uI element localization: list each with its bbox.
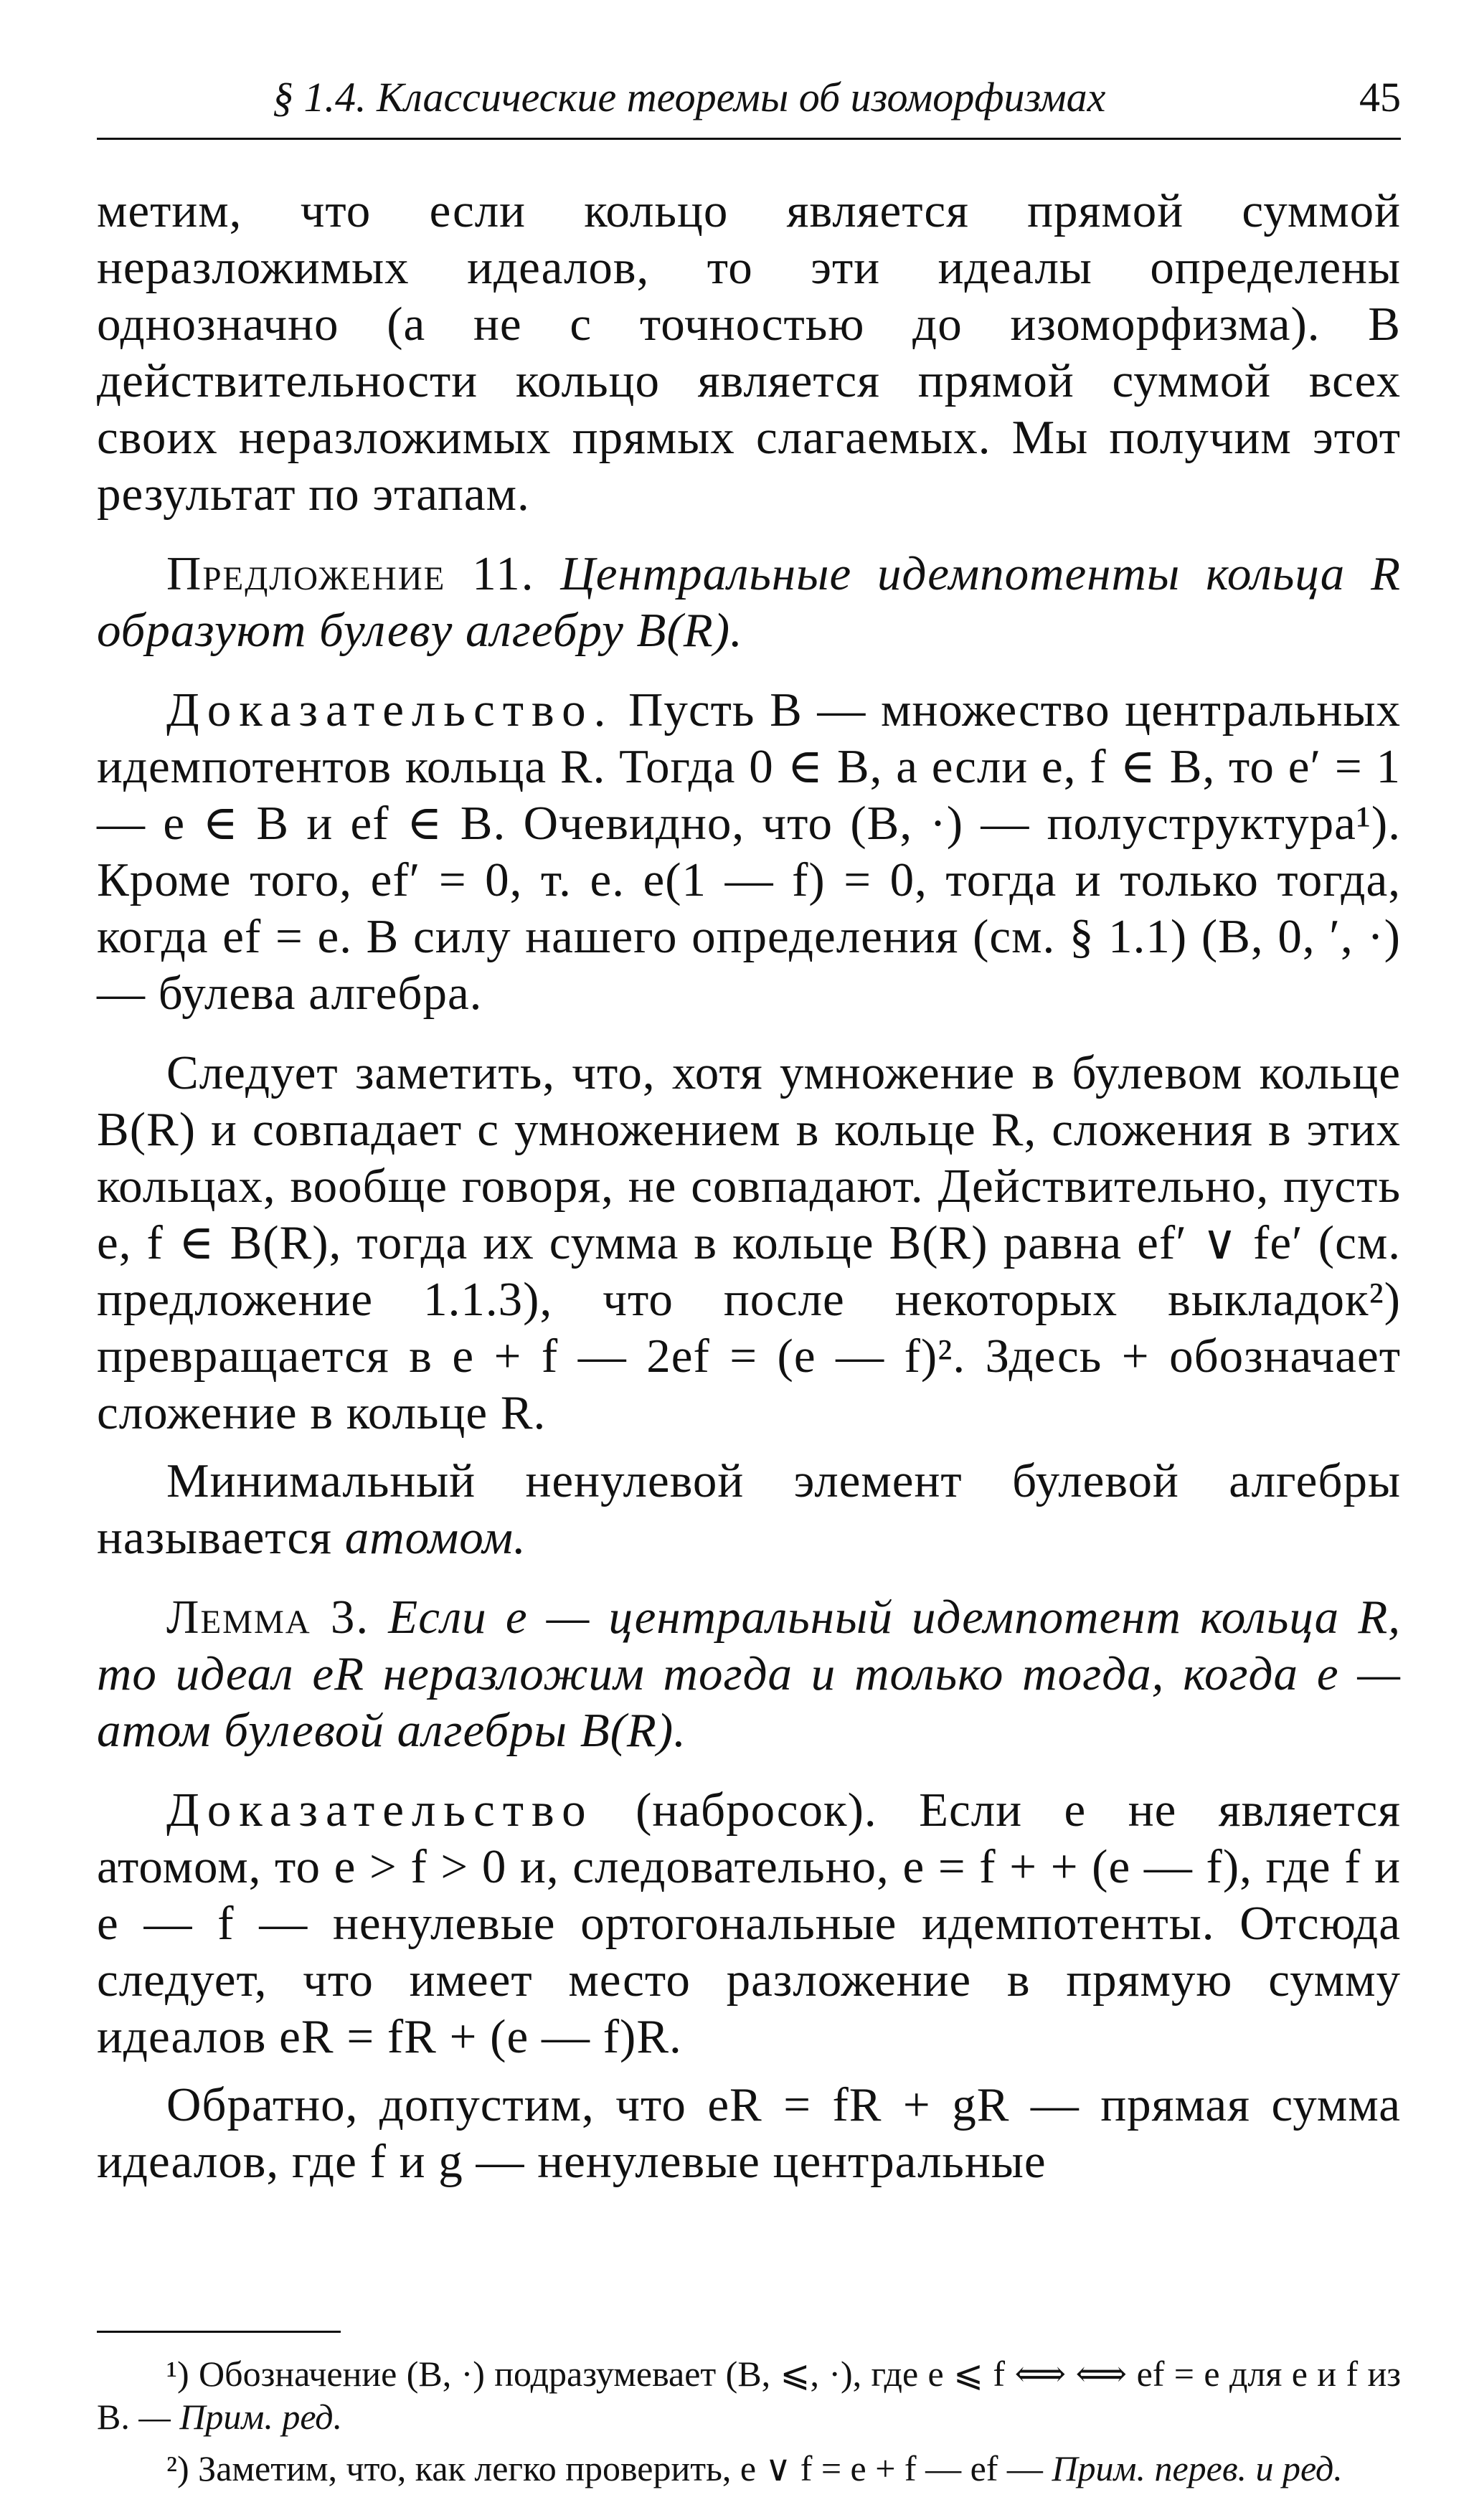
- paragraph-continuation: метим, что если кольцо является прямой суммой неразложимых идеалов, то эти идеалы определены однозначно (а не с точностью до изоморфизма). В действительности кольцо является прямой суммой всех своих неразложимых прямых слагаемых. Мы получим этот результат по этапам.: [97, 184, 1401, 521]
- footnote-divider: [97, 2331, 341, 2333]
- lemma-statement: Если e — центральный идемпотент кольца R, то идеал eR неразложим тогда и только тогда, когда e — атом булевой алгебры B(R).: [97, 1591, 1401, 1757]
- footnote-1-note: — Прим. ред.: [138, 2397, 343, 2437]
- proof-text: Пусть B — множество центральных идемпотентов кольца R. Тогда 0 ∈ B, а если e, f ∈ B, то e′ = 1 — e ∈ B и ef ∈ B. Очевидно, что (B, ·) — полуструктура¹). Кроме того, ef′ = 0, т. е. e(1 — f) = 0, тогда и только тогда, когда ef = e. В силу нашего определения (см. § 1.1) (B, 0, ′, ·) — булева алгебра.: [97, 683, 1401, 1020]
- atom-definition: [97, 1453, 1401, 1566]
- proof-sketch-label: Доказательство: [166, 1784, 594, 1837]
- atom-term: атомом.: [344, 1511, 526, 1564]
- footnote-1: [97, 2352, 1401, 2438]
- proposition-statement: Центральные идемпотенты кольца R образуют булеву алгебру B(R).: [97, 547, 1402, 657]
- footnote-2-note: Прим. перев. и ред.: [1052, 2448, 1343, 2488]
- main-text: [97, 183, 1401, 2213]
- proof-sketch-text: (набросок). Если e не является атомом, то e > f > 0 и, следовательно, e = f + + (e — f), где f и e — f — ненулевые ортогональные идемпотенты. Отсюда следует, что имеет место разложение в прямую сумму идеалов eR = fR + (e — f)R.: [97, 1784, 1401, 2063]
- page-number: 45: [1359, 74, 1401, 120]
- proposition-label: Предложение 11.: [166, 547, 535, 600]
- header-title: § 1.4. Классические теоремы об изоморфизмах: [273, 74, 1106, 120]
- footnotes: [97, 2352, 1401, 2498]
- proof-label: Доказательство.: [166, 683, 614, 736]
- proposition-11: [97, 546, 1401, 659]
- lemma-label: Лемма 3.: [166, 1591, 370, 1644]
- atom-definition-text: Минимальный ненулевой элемент булевой алгебры называется: [97, 1454, 1401, 1564]
- footnote-2: [97, 2447, 1401, 2490]
- running-header: [97, 73, 1401, 140]
- footnote-1-text: ¹) Обозначение (B, ·) подразумевает (B, ⩽, ·), где e ⩽ f ⟺ ⟺ ef = e для e и f из B.: [97, 2354, 1401, 2437]
- proof-lemma-3: [97, 1782, 1401, 2065]
- footnote-2-text: ²) Заметим, что, как легко проверить, e ∨ f = e + f — ef —: [166, 2448, 1043, 2488]
- lemma-3: [97, 1589, 1401, 1759]
- converse-paragraph: Обратно, допустим, что eR = fR + gR — прямая сумма идеалов, где f и g — ненулевые центральные: [97, 2078, 1401, 2188]
- remark-paragraph: Следует заметить, что, хотя умножение в булевом кольце B(R) и совпадает с умножением в кольце R, сложения в этих кольцах, вообще говоря, не совпадают. Действительно, пусть e, f ∈ B(R), тогда их сумма в кольце B(R) равна ef′ ∨ fe′ (см. предложение 1.1.3), что после некоторых выкладок²) превращается в e + f — 2ef = (e — f)². Здесь + обозначает сложение в кольце R.: [97, 1046, 1401, 1439]
- proof-proposition-11: [97, 682, 1401, 1022]
